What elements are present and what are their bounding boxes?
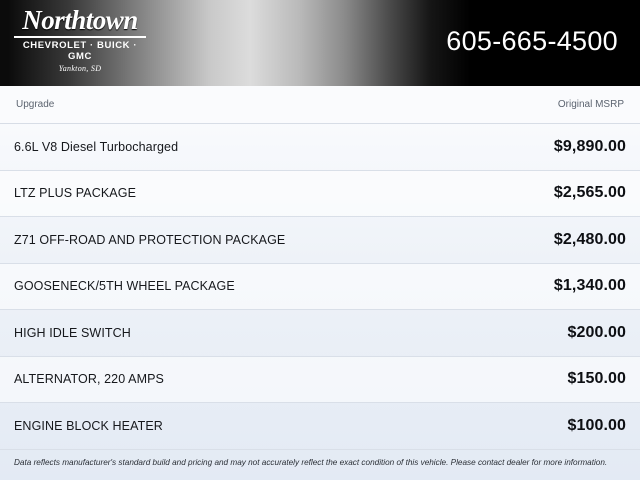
upgrade-label: GOOSENECK/5TH WHEEL PACKAGE [14, 279, 235, 294]
upgrades-table [0, 86, 640, 480]
table-header-row [0, 86, 640, 124]
upgrade-label: Z71 OFF-ROAD AND PROTECTION PACKAGE [14, 232, 286, 247]
upgrade-price: $100.00 [567, 416, 626, 434]
column-header-msrp: Original MSRP [557, 99, 624, 110]
dealer-name: Northtown [22, 5, 138, 35]
upgrade-price: $1,340.00 [553, 277, 626, 295]
upgrade-label: ENGINE BLOCK HEATER [14, 418, 163, 433]
upgrade-price: $2,480.00 [553, 230, 626, 248]
dealer-brands: CHEVROLET · BUICK · GMC [22, 40, 138, 62]
table-row [0, 403, 640, 450]
upgrade-label: LTZ PLUS PACKAGE [14, 186, 137, 201]
dealer-logo[interactable] [10, 6, 150, 73]
logo-divider [14, 36, 146, 38]
table-row [0, 357, 640, 404]
upgrade-label: 6.6L V8 Diesel Turbocharged [14, 139, 179, 154]
upgrade-price: $9,890.00 [553, 137, 626, 155]
table-row [0, 310, 640, 357]
page-header [0, 0, 640, 86]
table-row [0, 171, 640, 218]
dealer-city: Yankton, SD [58, 64, 102, 73]
upgrade-price: $150.00 [567, 370, 626, 388]
table-row [0, 264, 640, 311]
disclaimer-text: Data reflects manufacturer's standard build and pricing and may not accurately reflect the exact condition of this vehicle. Please contact dealer for more information. [14, 457, 608, 467]
upgrade-price: $2,565.00 [553, 184, 626, 202]
upgrade-label: ALTERNATOR, 220 AMPS [14, 372, 164, 387]
dealer-phone[interactable]: 605-665-4500 [446, 26, 618, 56]
column-header-upgrade: Upgrade [16, 99, 55, 110]
upgrade-label: HIGH IDLE SWITCH [14, 325, 131, 340]
upgrade-price: $200.00 [567, 323, 626, 341]
table-row [0, 217, 640, 264]
table-row [0, 124, 640, 171]
